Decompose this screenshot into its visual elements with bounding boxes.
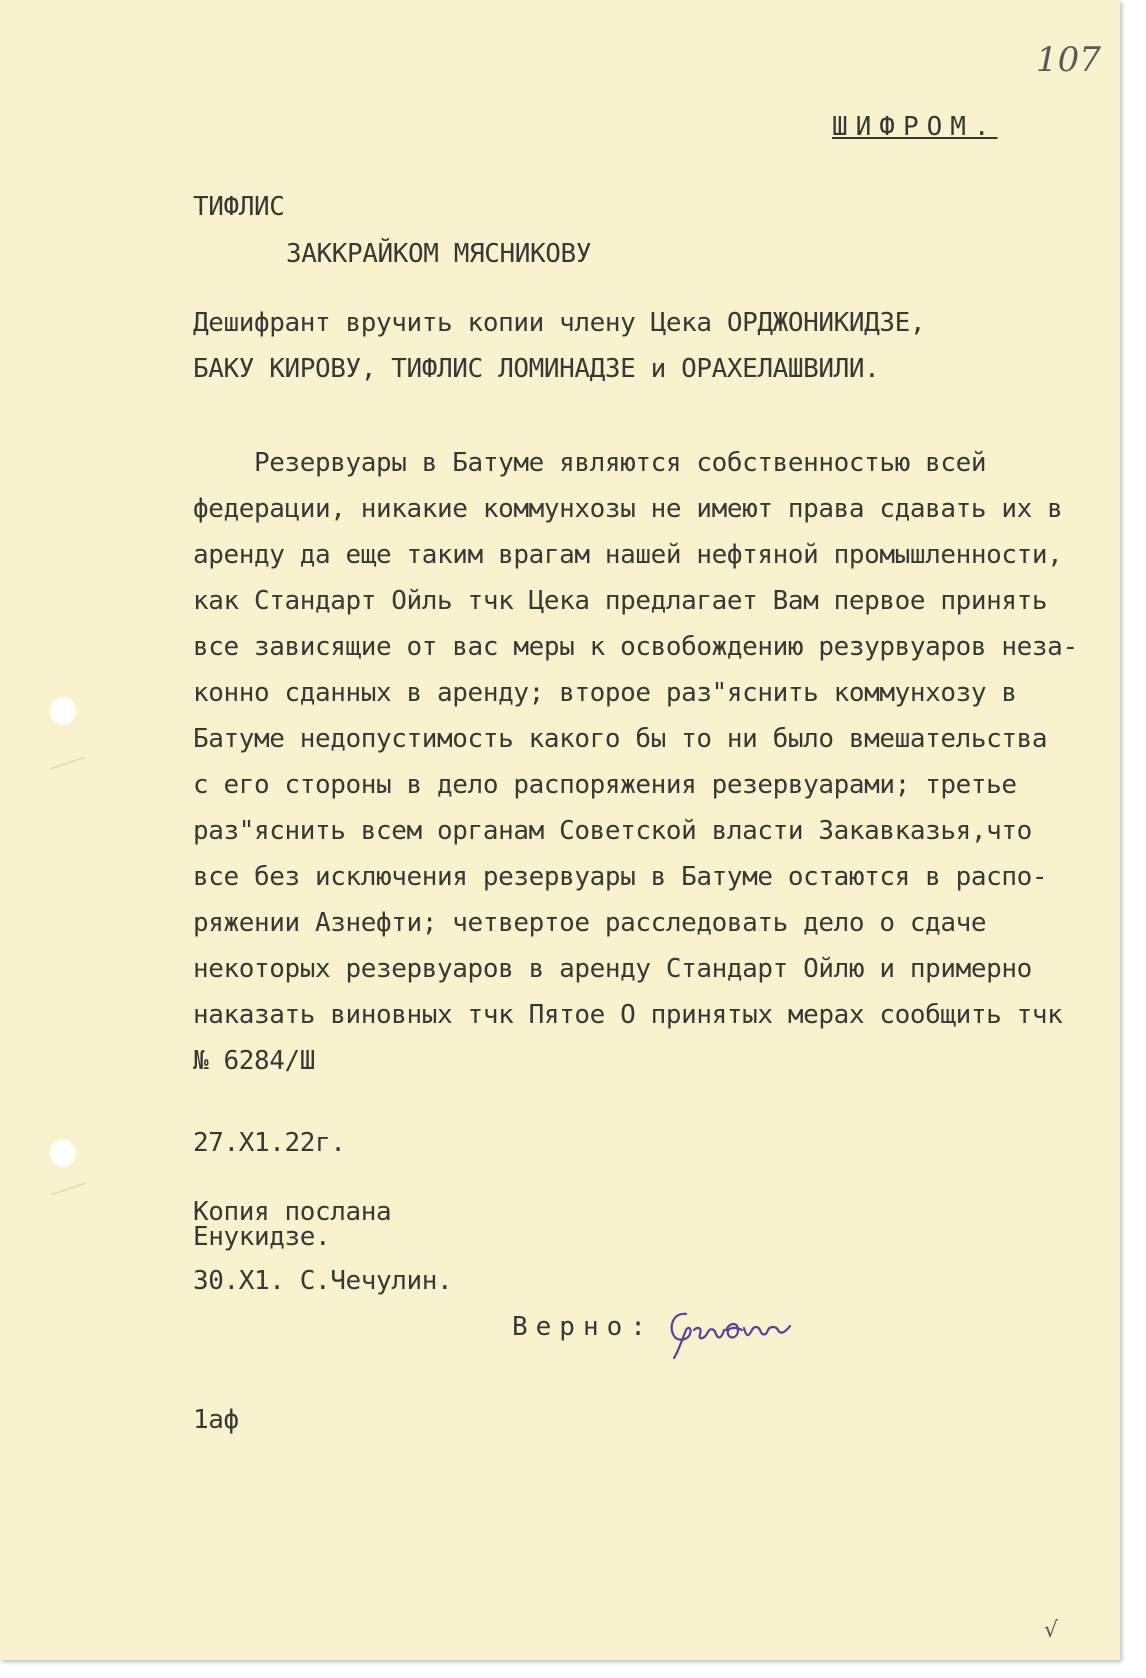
body-line: наказать виновных тчк Пятое О принятых мерах сообщить тчк bbox=[193, 1000, 1063, 1030]
body-line: конно сданных в аренду; второе раз"яснить коммунхозу в bbox=[193, 678, 1017, 708]
copy-note-line: Енукидзе. bbox=[193, 1222, 331, 1252]
body-line: ряжении Азнефти; четвертое расследовать дело о сдаче bbox=[193, 908, 987, 938]
certified-label: Верно: bbox=[512, 1312, 654, 1342]
document-date: 27.Х1.22г. bbox=[193, 1128, 346, 1158]
address-city: ТИФЛИС bbox=[193, 192, 285, 222]
body-line: все без исключения резервуары в Батуме остаются в распо- bbox=[193, 862, 1048, 892]
body-line: Батуме недопустимость какого бы то ни было вмешательства bbox=[193, 724, 1048, 754]
body-line: раз"яснить всем органам Советской власти Закавказья,что bbox=[193, 816, 1032, 846]
copy-note-line: Копия послана bbox=[193, 1197, 392, 1227]
body-line: Резервуары в Батуме являются собственностью всей bbox=[193, 448, 987, 478]
body-line: с его стороны в дело распоряжения резервуарами; третье bbox=[193, 770, 1017, 800]
instruction-line: БАКУ КИРОВУ, ТИФЛИС ЛОМИНАДЗЕ и ОРАХЕЛАШВИЛИ. bbox=[193, 354, 880, 384]
paper-crease-bottom bbox=[51, 1182, 86, 1195]
body-line: некоторых резервуаров в аренду Стандарт Ойлю и примерно bbox=[193, 954, 1032, 984]
cipher-header: ШИФРОМ. bbox=[832, 112, 998, 142]
address-recipient: ЗАККРАЙКОМ МЯСНИКОВУ bbox=[286, 239, 592, 269]
punch-hole-top bbox=[50, 697, 76, 725]
handwritten-signature bbox=[664, 1300, 794, 1360]
punch-hole-bottom bbox=[50, 1139, 76, 1167]
sent-note: 30.Х1. С.Чечулин. bbox=[193, 1266, 453, 1296]
body-line: аренду да еще таким врагам нашей нефтяной промышленности, bbox=[193, 540, 1063, 570]
body-line: федерации, никакие коммунхозы не имеют права сдавать их в bbox=[193, 494, 1063, 524]
document-number: № 6284/Ш bbox=[193, 1046, 316, 1076]
page-number: 107 bbox=[1036, 40, 1101, 80]
corner-mark: √ bbox=[1044, 1618, 1059, 1643]
instruction-line: Дешифрант вручить копии члену Цека ОРДЖОНИКИДЗЕ, bbox=[193, 308, 926, 338]
body-line: как Стандарт Ойль тчк Цека предлагает Вам первое принять bbox=[193, 586, 1048, 616]
paper-crease-top bbox=[51, 756, 86, 769]
body-line: все зависящие от вас меры к освобождению резурвуаров неза- bbox=[193, 632, 1078, 662]
footer-code: 1аф bbox=[193, 1405, 239, 1435]
